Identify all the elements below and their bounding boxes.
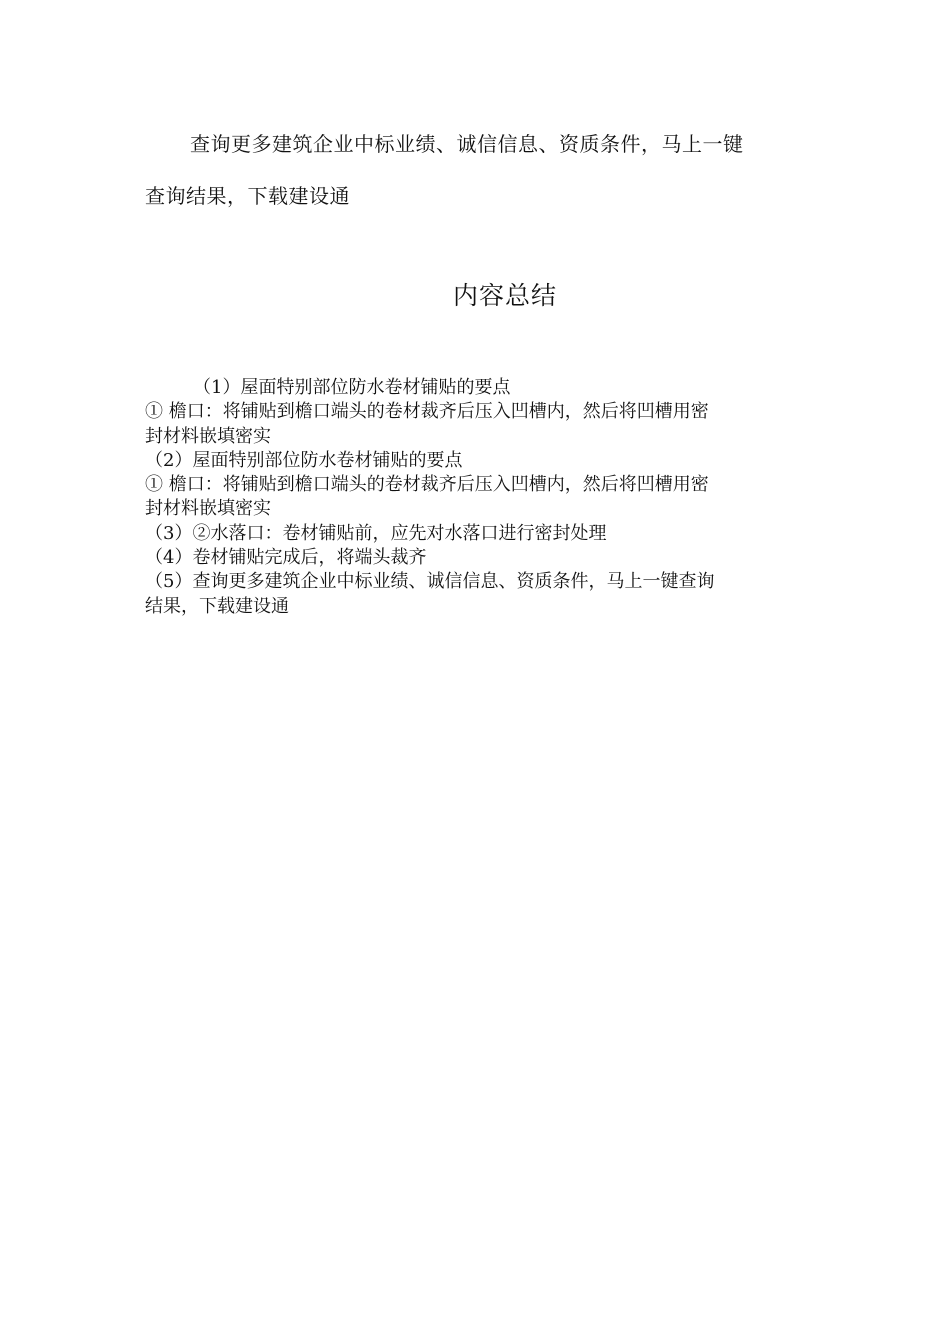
summary-item-line: ① 檐口：将铺贴到檐口端头的卷材裁齐后压入凹槽内，然后将凹槽用密 [145, 474, 709, 496]
summary-item [145, 449, 805, 473]
summary-list [145, 376, 805, 619]
intro-line: 查询结果，下载建设通 [145, 184, 350, 208]
summary-item-line: （4）卷材铺贴完成后，将端头裁齐 [145, 547, 427, 569]
summary-item-line: （1）屋面特别部位防水卷材铺贴的要点 [193, 377, 511, 398]
summary-item-line: ① 檐口：将铺贴到檐口端头的卷材裁齐后压入凹槽内，然后将凹槽用密 [145, 401, 709, 423]
summary-item [145, 400, 805, 449]
intro-paragraph [145, 118, 805, 222]
summary-heading: 内容总结 [452, 281, 557, 310]
summary-item-line: 封材料嵌填密实 [145, 425, 271, 447]
summary-item [145, 570, 805, 619]
summary-item-line: 结果，下载建设通 [145, 595, 289, 617]
summary-item [145, 522, 805, 546]
summary-item-line: （3）②水落口：卷材铺贴前，应先对水落口进行密封处理 [145, 522, 607, 544]
summary-item [145, 376, 805, 400]
summary-item [145, 473, 805, 522]
summary-item [145, 546, 805, 570]
intro-line: 查询更多建筑企业中标业绩、诚信信息、资质条件，马上一键 [190, 132, 744, 156]
summary-item-line: （2）屋面特别部位防水卷材铺贴的要点 [145, 449, 463, 471]
summary-item-line: （5）查询更多建筑企业中标业绩、诚信信息、资质条件，马上一键查询 [145, 571, 715, 593]
summary-item-line: 封材料嵌填密实 [145, 498, 271, 520]
